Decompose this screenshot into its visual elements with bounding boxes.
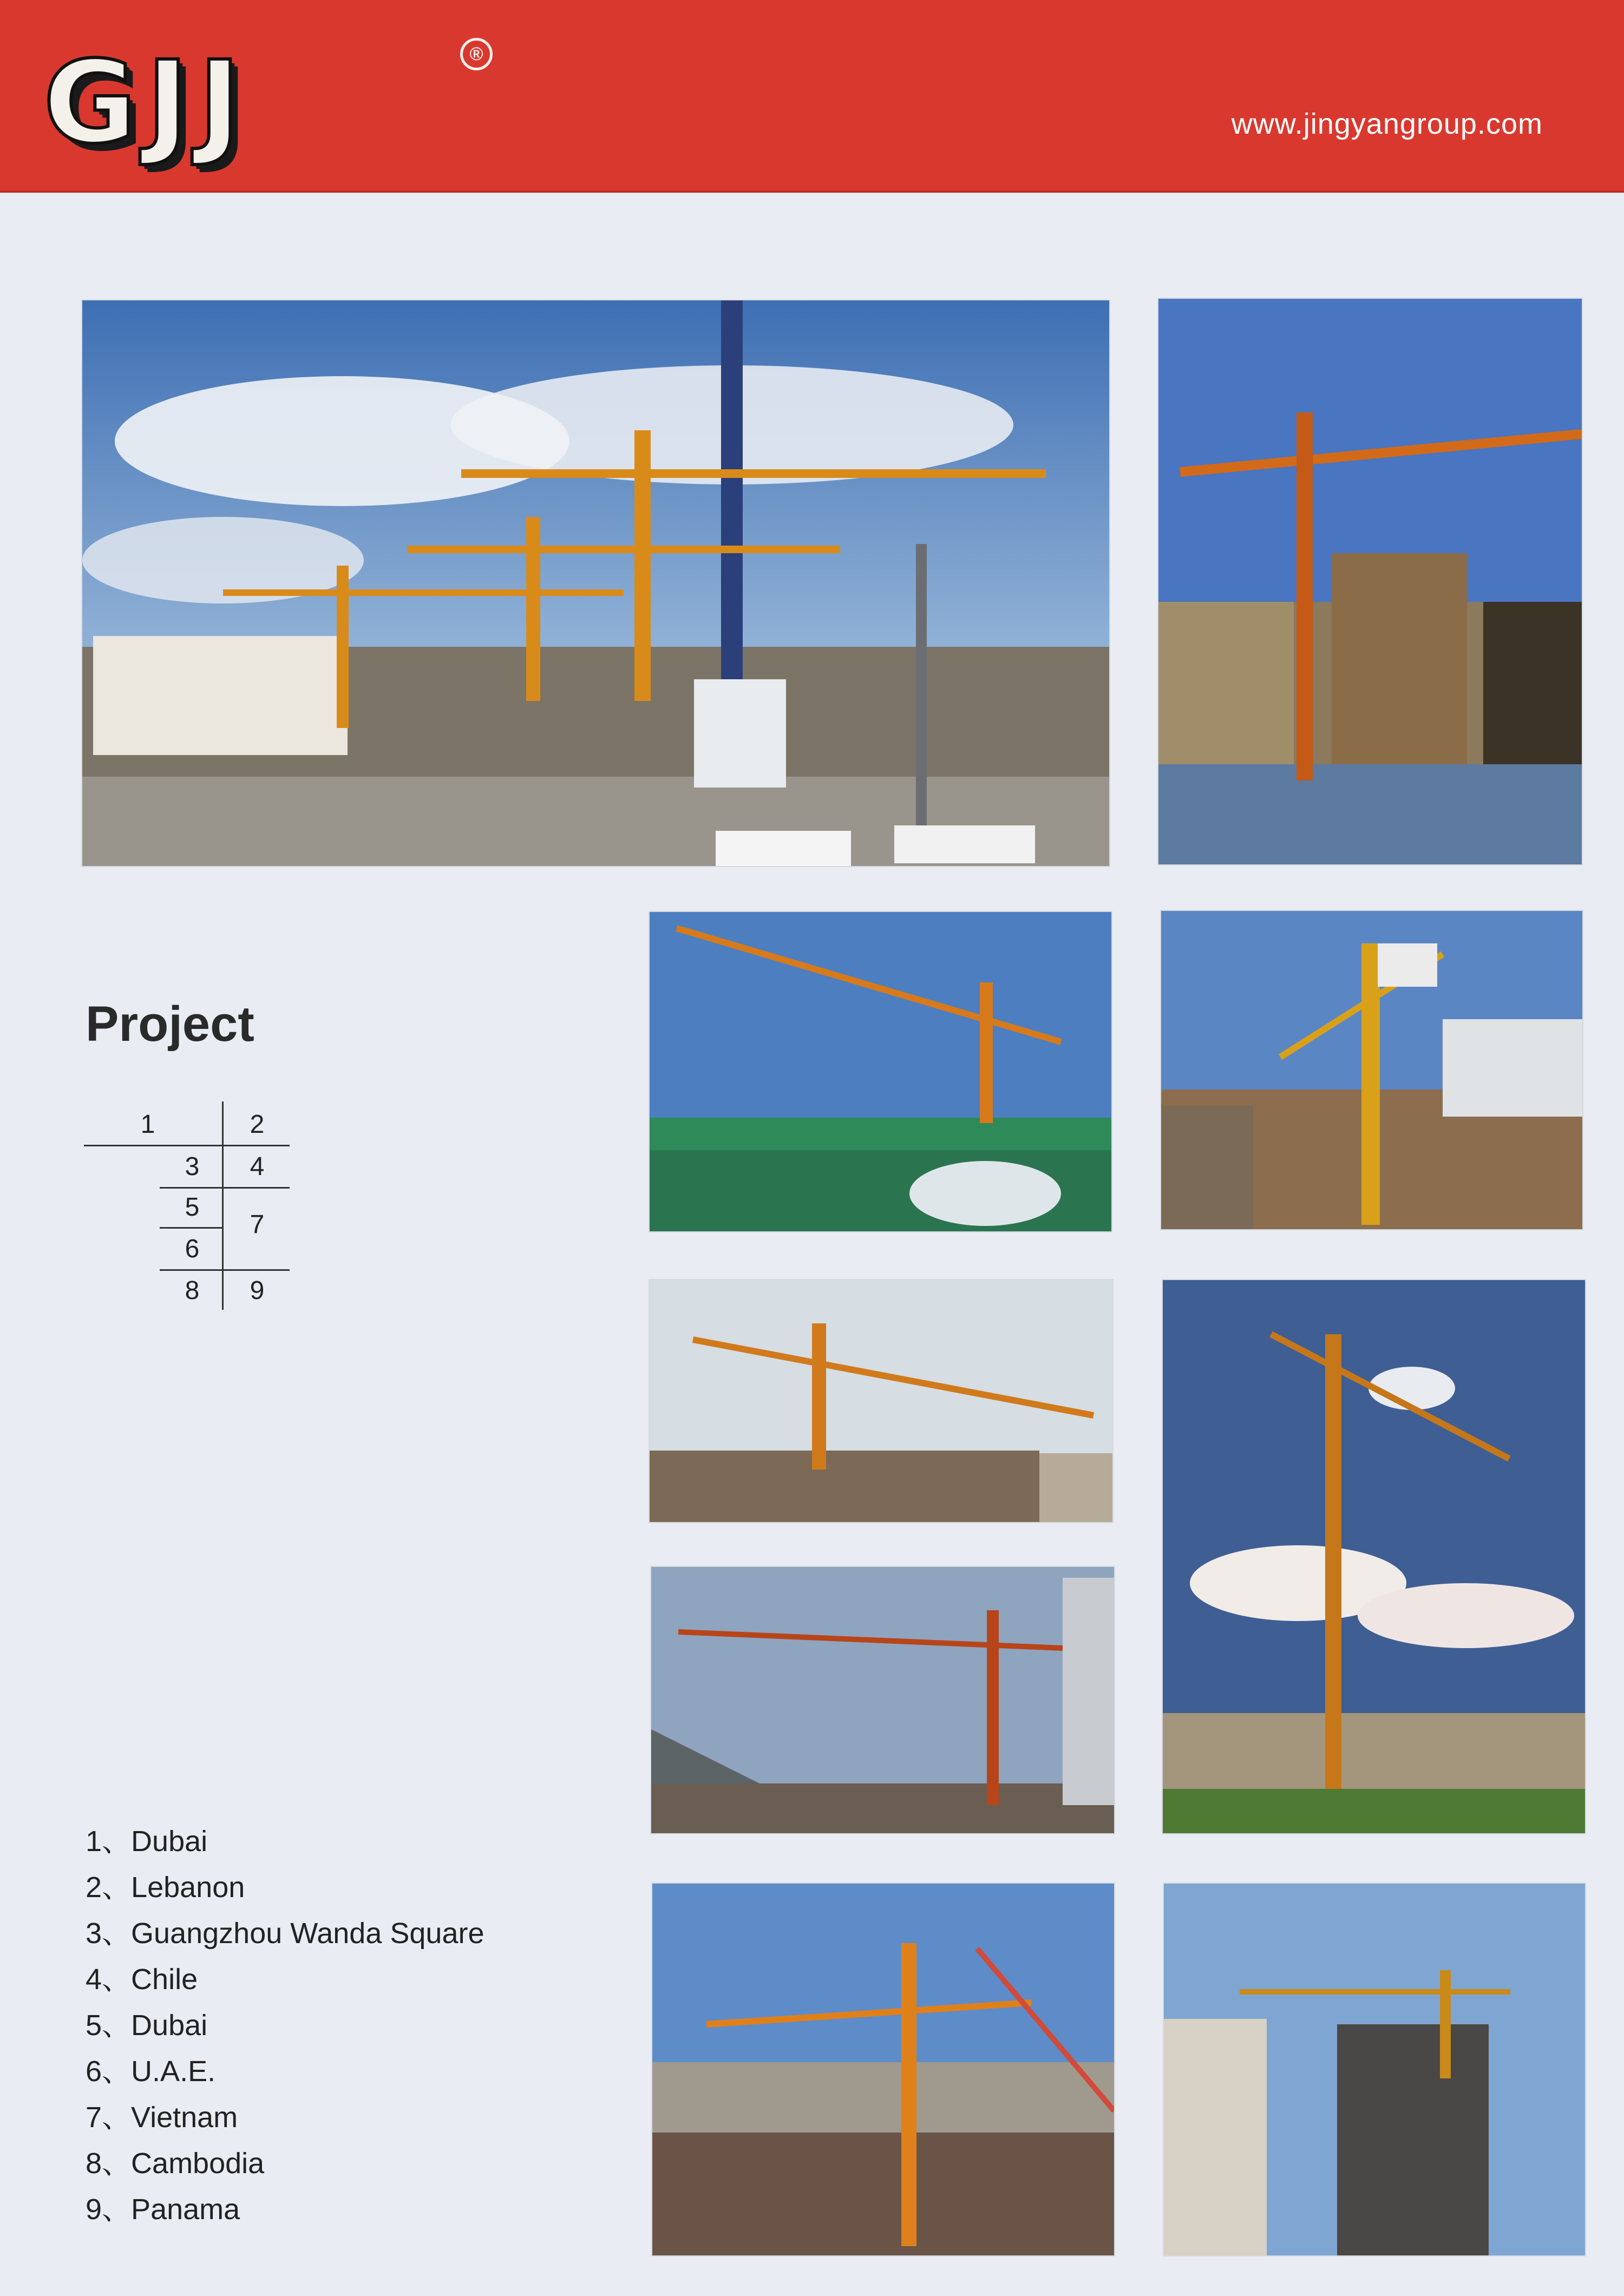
website-url[interactable]: www.jingyangroup.com [1231,108,1543,140]
list-item: 5、Dubai [86,2009,208,2042]
logo-letters: GJJ [43,36,251,169]
list-item: 4、Chile [86,1963,198,1996]
grid-cell-9: 9 [250,1276,265,1305]
project-photo-1 [82,300,1109,866]
crane-photo-image [1163,1280,1585,1833]
list-item: 2、Lebanon [86,1871,245,1904]
crane-photo-image [1164,1884,1585,2255]
project-photo-6 [651,1567,1114,1833]
section-title: Project [86,996,254,1052]
grid-cell-8: 8 [185,1276,200,1305]
project-photo-5 [650,1280,1112,1522]
crane-photo-image [652,1884,1114,2255]
project-photo-7 [1163,1280,1585,1833]
project-photo-9 [1164,1884,1585,2255]
grid-cell-1: 1 [140,1110,155,1139]
list-item: 3、Guangzhou Wanda Square [86,1917,484,1950]
grid-cell-2: 2 [250,1110,265,1139]
grid-row-line [160,1227,224,1229]
project-photo-2 [1158,299,1582,864]
crane-photo-image [1161,911,1582,1229]
crane-photo-image [651,1567,1114,1833]
header-band [0,0,1624,193]
project-photo-8 [652,1884,1114,2255]
list-item: 9、Panama [86,2193,240,2226]
grid-row-line [84,1145,290,1146]
photo-index-grid [84,1101,295,1310]
grid-vertical-line [222,1101,224,1310]
grid-row-line [160,1187,290,1189]
grid-cell-3: 3 [185,1152,200,1181]
grid-row-line [160,1269,290,1271]
grid-cell-4: 4 [250,1152,265,1181]
list-item: 8、Cambodia [86,2147,265,2180]
project-photo-3 [650,912,1111,1231]
crane-photo-image [650,1280,1112,1522]
project-photo-4 [1161,911,1582,1229]
crane-photo-image [1158,299,1582,864]
crane-photo-image [650,912,1111,1231]
grid-cell-5: 5 [185,1193,200,1222]
list-item: 1、Dubai [86,1825,208,1858]
list-item: 6、U.A.E. [86,2055,216,2088]
crane-photo-image [82,300,1109,866]
project-location-list [86,1819,484,2233]
grid-cell-6: 6 [185,1235,200,1263]
grid-cell-7: 7 [250,1210,265,1239]
registered-mark-icon: ® [460,38,493,70]
list-item: 7、Vietnam [86,2101,238,2134]
gjj-logo [43,36,483,169]
